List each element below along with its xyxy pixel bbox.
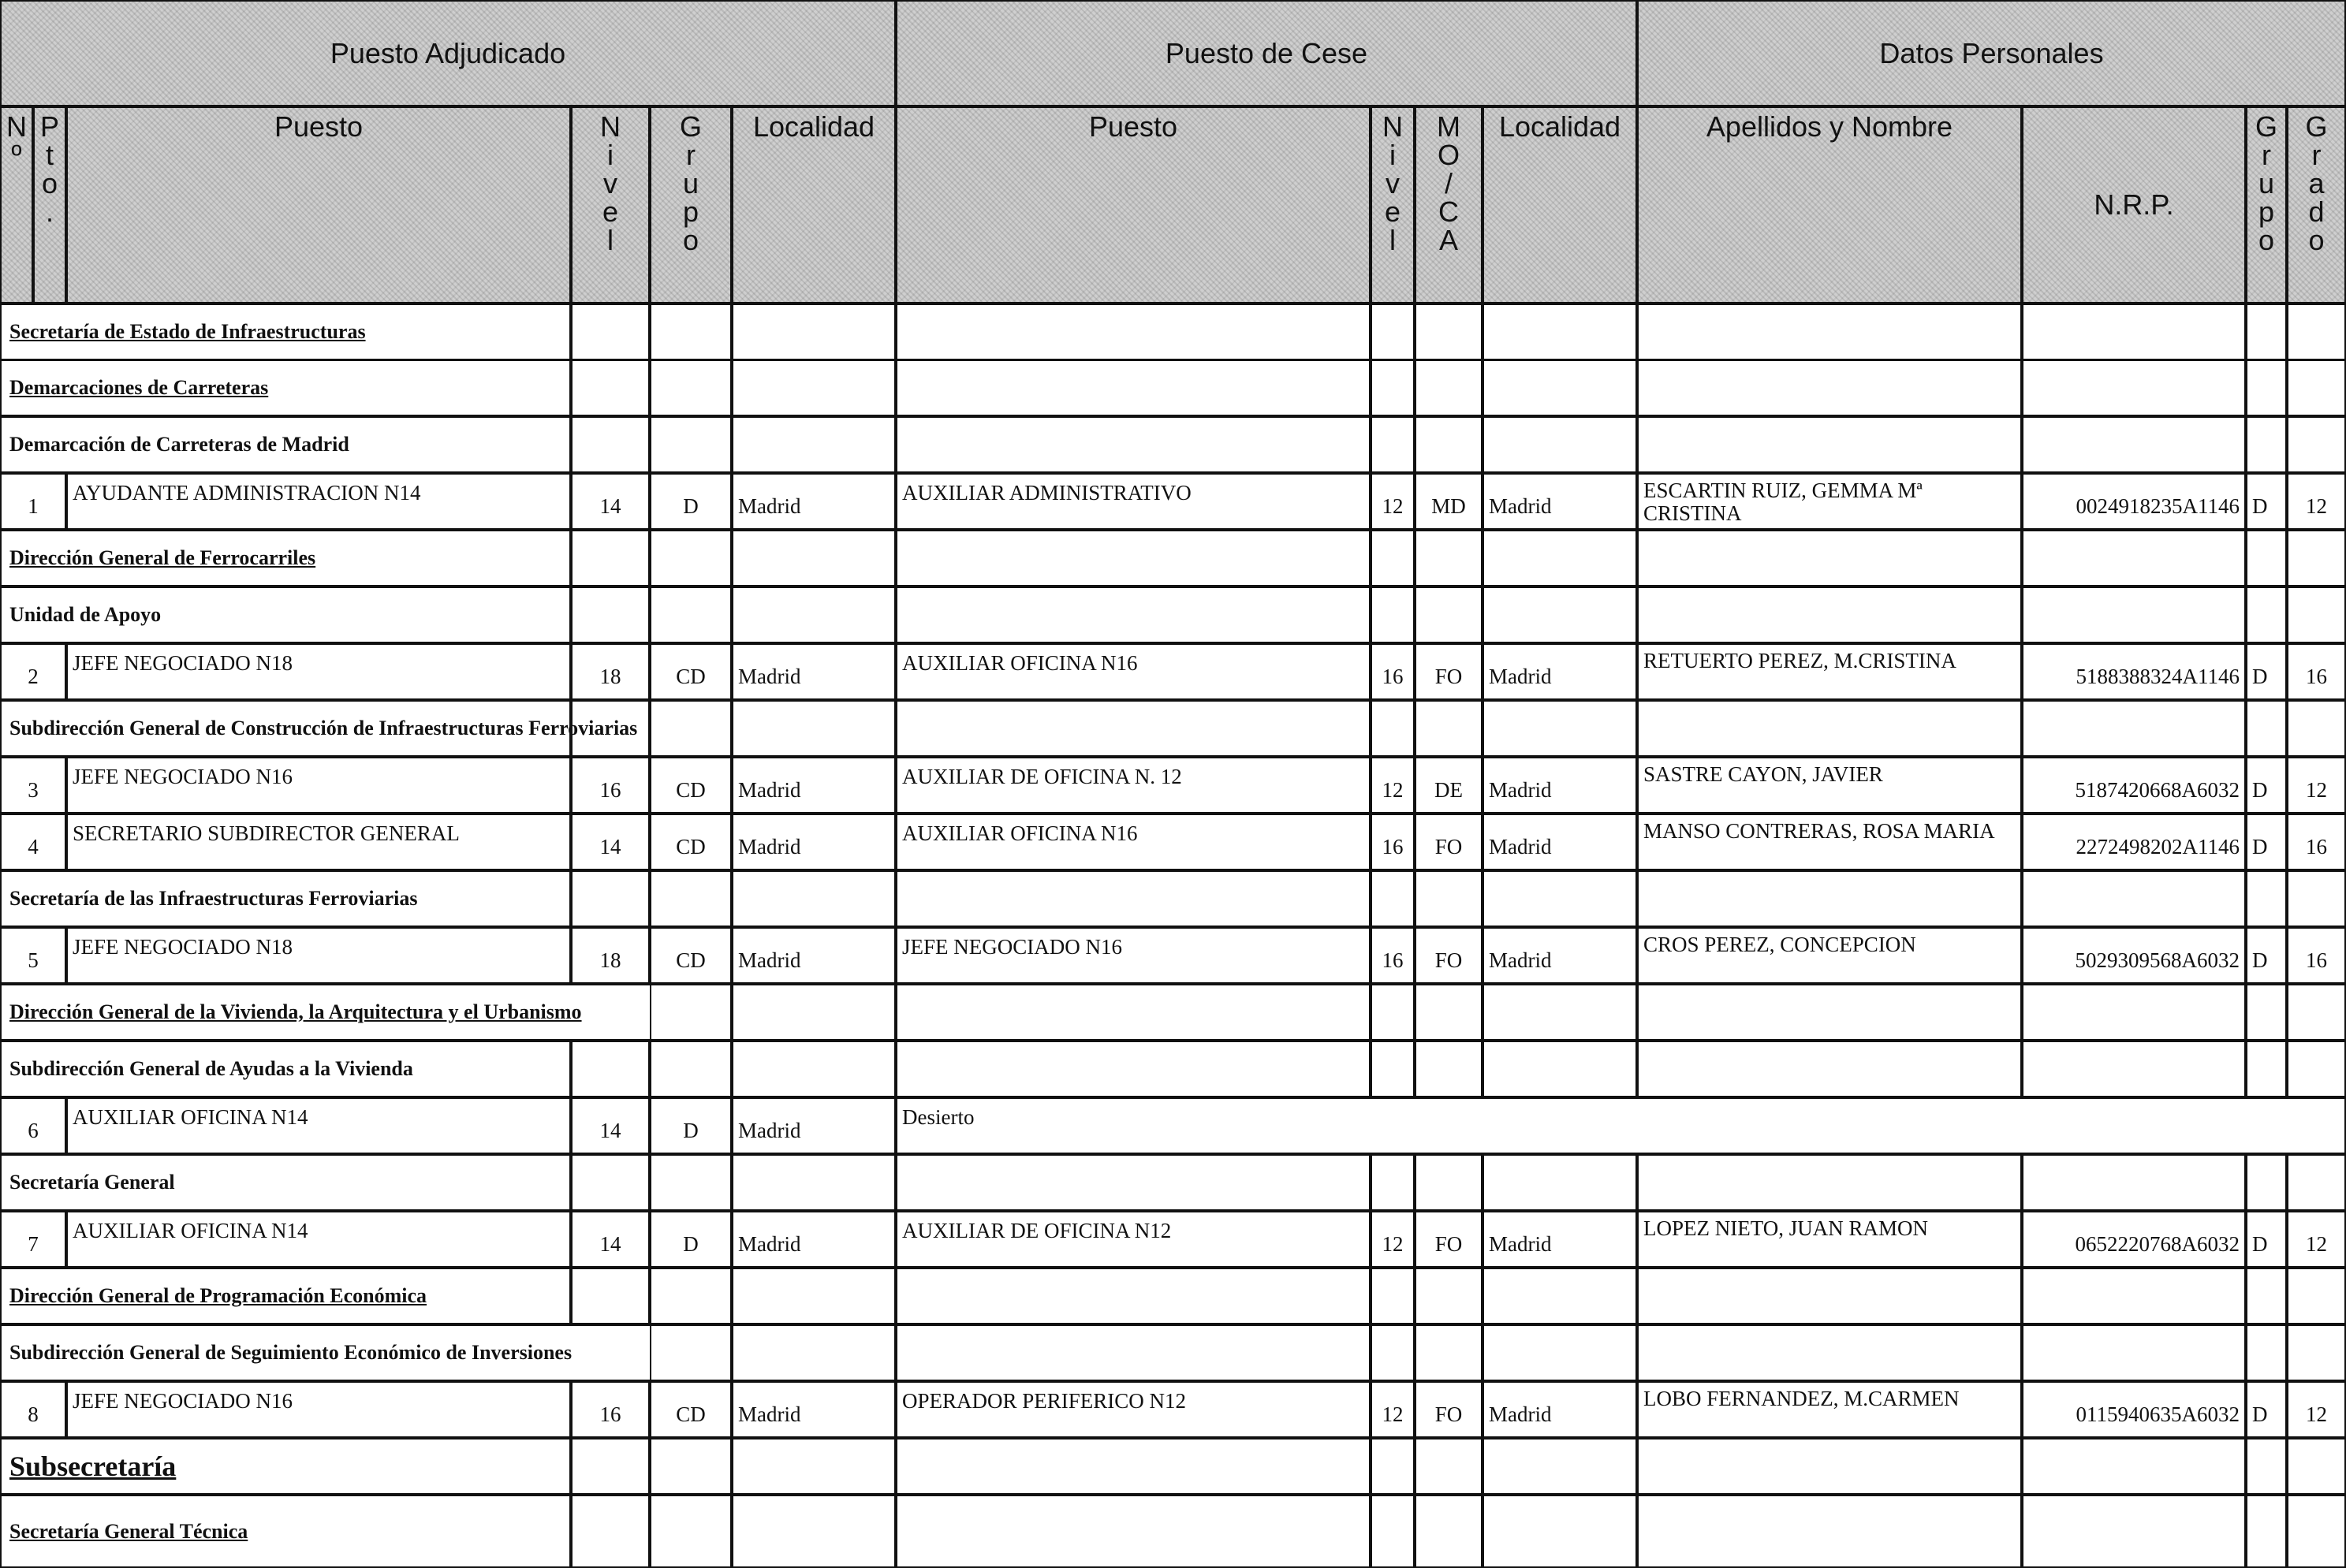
empty-cell	[896, 1438, 1371, 1495]
cell-grupo: D	[650, 473, 732, 530]
cell-nombre: MANSO CONTRERAS, ROSA MARIA	[1637, 814, 2022, 870]
empty-cell	[1415, 530, 1483, 587]
empty-cell	[1371, 416, 1415, 473]
empty-cell	[1415, 700, 1483, 757]
empty-cell	[1415, 1041, 1483, 1097]
cell-cese-puesto: AUXILIAR DE OFICINA N. 12	[896, 757, 1371, 814]
empty-cell	[571, 1268, 650, 1324]
empty-cell	[2287, 1154, 2346, 1211]
empty-cell	[1637, 359, 2022, 416]
empty-cell	[1483, 1154, 1637, 1211]
empty-cell	[2246, 700, 2287, 757]
cell-grupo: CD	[650, 757, 732, 814]
cell-moca: FO	[1415, 1211, 1483, 1268]
col-cese-localidad: Localidad	[1483, 106, 1637, 304]
cell-localidad: Madrid	[732, 1211, 896, 1268]
cell-moca: FO	[1415, 643, 1483, 700]
empty-cell	[650, 1495, 732, 1568]
section-heading: Demarcación de Carreteras de Madrid	[0, 416, 571, 473]
section-heading: Subsecretaría	[0, 1438, 571, 1495]
cell-n: 2	[0, 643, 66, 700]
empty-cell	[1483, 1268, 1637, 1324]
empty-cell	[896, 870, 1371, 927]
empty-cell	[2246, 1268, 2287, 1324]
cell-nrp: 5187420668A6032	[2022, 757, 2246, 814]
empty-cell	[2022, 870, 2246, 927]
empty-cell	[1637, 1268, 2022, 1324]
empty-cell	[2246, 304, 2287, 360]
section-heading: Secretaría de Estado de Infraestructuras	[0, 304, 571, 360]
empty-cell	[2246, 1041, 2287, 1097]
empty-cell	[896, 1041, 1371, 1097]
empty-cell	[1371, 530, 1415, 587]
cell-cese-puesto: AUXILIAR OFICINA N16	[896, 814, 1371, 870]
cell-puesto: JEFE NEGOCIADO N16	[66, 757, 571, 814]
cell-cese-puesto: AUXILIAR OFICINA N16	[896, 643, 1371, 700]
cell-nivel: 16	[571, 757, 650, 814]
cell-nrp: 5188388324A1146	[2022, 643, 2246, 700]
section-heading: Subdirección General de Seguimiento Económico de Inversiones	[0, 1324, 651, 1381]
empty-cell	[732, 304, 896, 360]
empty-cell	[732, 359, 896, 416]
empty-cell	[1483, 587, 1637, 643]
cell-cese-nivel: 16	[1371, 927, 1415, 984]
cell-cese-puesto: AUXILIAR ADMINISTRATIVO	[896, 473, 1371, 530]
col-pto: P t o .	[33, 106, 66, 304]
cell-localidad: Madrid	[732, 473, 896, 530]
empty-cell	[1371, 1268, 1415, 1324]
empty-cell	[732, 1154, 896, 1211]
empty-cell	[1415, 359, 1483, 416]
empty-cell	[2246, 1324, 2287, 1381]
empty-cell	[1371, 984, 1415, 1041]
empty-cell	[2287, 984, 2346, 1041]
empty-cell	[1371, 304, 1415, 360]
cell-puesto: AUXILIAR OFICINA N14	[66, 1097, 571, 1154]
empty-cell	[2287, 416, 2346, 473]
empty-cell	[896, 416, 1371, 473]
empty-cell	[896, 1495, 1371, 1568]
cell-nrp: 0115940635A6032	[2022, 1381, 2246, 1438]
empty-cell	[1637, 1041, 2022, 1097]
empty-cell	[2287, 700, 2346, 757]
empty-cell	[1415, 304, 1483, 360]
cell-puesto: JEFE NEGOCIADO N18	[66, 927, 571, 984]
empty-cell	[732, 700, 896, 757]
empty-cell	[571, 1154, 650, 1211]
empty-cell	[2022, 984, 2246, 1041]
empty-cell	[896, 1324, 1371, 1381]
empty-cell	[650, 1268, 732, 1324]
cell-grupo: CD	[650, 927, 732, 984]
col-cese-puesto: Puesto	[896, 106, 1371, 304]
cell-cese-puesto: AUXILIAR DE OFICINA N12	[896, 1211, 1371, 1268]
empty-cell	[1415, 1154, 1483, 1211]
section-heading: Subdirección General de Construcción de Infraestructuras Ferroviarias	[0, 700, 571, 757]
empty-cell	[1637, 304, 2022, 360]
cell-localidad: Madrid	[732, 927, 896, 984]
empty-cell	[571, 1438, 650, 1495]
col-apellidos: Apellidos y Nombre	[1637, 106, 2022, 304]
cell-n: 5	[0, 927, 66, 984]
cell-nrp: 5029309568A6032	[2022, 927, 2246, 984]
empty-cell	[732, 1041, 896, 1097]
section-heading: Demarcaciones de Carreteras	[0, 359, 571, 416]
cell-cese-localidad: Madrid	[1483, 643, 1637, 700]
cell-grupo: CD	[650, 814, 732, 870]
cell-localidad: Madrid	[732, 814, 896, 870]
empty-cell	[1371, 359, 1415, 416]
cell-grado: 16	[2287, 927, 2346, 984]
empty-cell	[2287, 870, 2346, 927]
empty-cell	[732, 530, 896, 587]
empty-cell	[650, 1324, 732, 1381]
cell-nombre: ESCARTIN RUIZ, GEMMA Mª CRISTINA	[1637, 473, 2022, 530]
cell-moca: FO	[1415, 927, 1483, 984]
empty-cell	[1415, 870, 1483, 927]
group-datos-personales: Datos Personales	[1637, 0, 2346, 106]
empty-cell	[2287, 587, 2346, 643]
empty-cell	[571, 587, 650, 643]
empty-cell	[2246, 984, 2287, 1041]
empty-cell	[2287, 359, 2346, 416]
empty-cell	[571, 700, 650, 757]
empty-cell	[732, 1324, 896, 1381]
empty-cell	[2246, 1438, 2287, 1495]
cell-n: 1	[0, 473, 66, 530]
cell-nrp: 0652220768A6032	[2022, 1211, 2246, 1268]
empty-cell	[2287, 1495, 2346, 1568]
empty-cell	[2246, 530, 2287, 587]
section-heading: Subdirección General de Ayudas a la Vivienda	[0, 1041, 571, 1097]
empty-cell	[1371, 587, 1415, 643]
cell-grado: 12	[2287, 1211, 2346, 1268]
cell-nivel: 18	[571, 927, 650, 984]
cell-grupo: CD	[650, 643, 732, 700]
empty-cell	[1637, 870, 2022, 927]
cell-cese-puesto-desierto: Desierto	[896, 1097, 2346, 1154]
empty-cell	[571, 1495, 650, 1568]
cell-grado: 12	[2287, 473, 2346, 530]
empty-cell	[1371, 1324, 1415, 1381]
empty-cell	[1637, 1154, 2022, 1211]
empty-cell	[1483, 984, 1637, 1041]
cell-grado: 16	[2287, 814, 2346, 870]
empty-cell	[1371, 1041, 1415, 1097]
group-puesto-adjudicado: Puesto Adjudicado	[0, 0, 896, 106]
empty-cell	[732, 587, 896, 643]
empty-cell	[1415, 984, 1483, 1041]
empty-cell	[1415, 587, 1483, 643]
cell-cese-localidad: Madrid	[1483, 927, 1637, 984]
cell-puesto: JEFE NEGOCIADO N16	[66, 1381, 571, 1438]
empty-cell	[650, 700, 732, 757]
empty-cell	[571, 359, 650, 416]
empty-cell	[650, 416, 732, 473]
empty-cell	[2022, 1324, 2246, 1381]
empty-cell	[1637, 530, 2022, 587]
cell-localidad: Madrid	[732, 643, 896, 700]
col-localidad: Localidad	[732, 106, 896, 304]
empty-cell	[1415, 1438, 1483, 1495]
cell-nivel: 14	[571, 1097, 650, 1154]
empty-cell	[2246, 587, 2287, 643]
cell-moca: MD	[1415, 473, 1483, 530]
cell-p-grupo: D	[2246, 1211, 2287, 1268]
cell-cese-nivel: 12	[1371, 1381, 1415, 1438]
col-no: N º	[0, 106, 33, 304]
col-moca: M O / C A	[1415, 106, 1483, 304]
empty-cell	[1483, 870, 1637, 927]
col-puesto: Puesto	[66, 106, 571, 304]
empty-cell	[732, 870, 896, 927]
empty-cell	[1415, 1324, 1483, 1381]
empty-cell	[2246, 870, 2287, 927]
empty-cell	[650, 530, 732, 587]
cell-p-grupo: D	[2246, 1381, 2287, 1438]
empty-cell	[1637, 1495, 2022, 1568]
empty-cell	[2022, 1268, 2246, 1324]
empty-cell	[896, 1268, 1371, 1324]
empty-cell	[650, 984, 732, 1041]
section-heading: Unidad de Apoyo	[0, 587, 571, 643]
empty-cell	[571, 416, 650, 473]
empty-cell	[1483, 530, 1637, 587]
empty-cell	[896, 587, 1371, 643]
empty-cell	[1483, 416, 1637, 473]
empty-cell	[2287, 304, 2346, 360]
cell-grupo: D	[650, 1097, 732, 1154]
cell-cese-localidad: Madrid	[1483, 1381, 1637, 1438]
cell-nivel: 14	[571, 473, 650, 530]
empty-cell	[2287, 1438, 2346, 1495]
cell-moca: FO	[1415, 814, 1483, 870]
empty-cell	[1637, 700, 2022, 757]
empty-cell	[2022, 1154, 2246, 1211]
empty-cell	[732, 984, 896, 1041]
empty-cell	[1415, 416, 1483, 473]
section-heading: Secretaría General	[0, 1154, 571, 1211]
cell-nivel: 14	[571, 814, 650, 870]
empty-cell	[2022, 1041, 2246, 1097]
cell-cese-localidad: Madrid	[1483, 473, 1637, 530]
empty-cell	[2022, 1438, 2246, 1495]
cell-nombre: LOPEZ NIETO, JUAN RAMON	[1637, 1211, 2022, 1268]
empty-cell	[1371, 700, 1415, 757]
cell-cese-nivel: 16	[1371, 814, 1415, 870]
cell-cese-localidad: Madrid	[1483, 814, 1637, 870]
empty-cell	[896, 700, 1371, 757]
cell-moca: FO	[1415, 1381, 1483, 1438]
empty-cell	[1483, 1041, 1637, 1097]
empty-cell	[1371, 870, 1415, 927]
cell-cese-nivel: 16	[1371, 643, 1415, 700]
cell-cese-puesto: OPERADOR PERIFERICO N12	[896, 1381, 1371, 1438]
cell-p-grupo: D	[2246, 927, 2287, 984]
cell-nivel: 14	[571, 1211, 650, 1268]
cell-n: 7	[0, 1211, 66, 1268]
empty-cell	[1415, 1268, 1483, 1324]
cell-cese-puesto: JEFE NEGOCIADO N16	[896, 927, 1371, 984]
empty-cell	[2022, 304, 2246, 360]
cell-nombre: CROS PEREZ, CONCEPCION	[1637, 927, 2022, 984]
empty-cell	[896, 1154, 1371, 1211]
empty-cell	[2022, 416, 2246, 473]
empty-cell	[2287, 1324, 2346, 1381]
empty-cell	[571, 530, 650, 587]
empty-cell	[1371, 1495, 1415, 1568]
cell-puesto: AUXILIAR OFICINA N14	[66, 1211, 571, 1268]
cell-localidad: Madrid	[732, 757, 896, 814]
empty-cell	[650, 1438, 732, 1495]
empty-cell	[732, 416, 896, 473]
cell-cese-localidad: Madrid	[1483, 1211, 1637, 1268]
empty-cell	[2022, 530, 2246, 587]
cell-grupo: D	[650, 1211, 732, 1268]
cell-n: 4	[0, 814, 66, 870]
empty-cell	[2287, 530, 2346, 587]
cell-cese-localidad: Madrid	[1483, 757, 1637, 814]
col-grado: G r a d o	[2287, 106, 2346, 304]
section-heading: Dirección General de Ferrocarriles	[0, 530, 571, 587]
empty-cell	[732, 1438, 896, 1495]
cell-p-grupo: D	[2246, 643, 2287, 700]
empty-cell	[650, 1154, 732, 1211]
cell-localidad: Madrid	[732, 1097, 896, 1154]
empty-cell	[1483, 1495, 1637, 1568]
empty-cell	[571, 870, 650, 927]
empty-cell	[650, 870, 732, 927]
col-cese-nivel: N i v e l	[1371, 106, 1415, 304]
empty-cell	[2287, 1041, 2346, 1097]
col-nivel: N i v e l	[571, 106, 650, 304]
empty-cell	[1483, 359, 1637, 416]
empty-cell	[1483, 1324, 1637, 1381]
empty-cell	[1637, 416, 2022, 473]
cell-grupo: CD	[650, 1381, 732, 1438]
cell-n: 6	[0, 1097, 66, 1154]
empty-cell	[2246, 416, 2287, 473]
empty-cell	[2246, 1154, 2287, 1211]
cell-cese-nivel: 12	[1371, 757, 1415, 814]
empty-cell	[1637, 1438, 2022, 1495]
cell-nrp: 0024918235A1146	[2022, 473, 2246, 530]
cell-cese-nivel: 12	[1371, 473, 1415, 530]
cell-puesto: JEFE NEGOCIADO N18	[66, 643, 571, 700]
col-grupo: G r u p o	[650, 106, 732, 304]
cell-grado: 12	[2287, 757, 2346, 814]
empty-cell	[2287, 1268, 2346, 1324]
empty-cell	[1415, 1495, 1483, 1568]
cell-p-grupo: D	[2246, 814, 2287, 870]
cell-puesto: AYUDANTE ADMINISTRACION N14	[66, 473, 571, 530]
empty-cell	[896, 304, 1371, 360]
empty-cell	[650, 304, 732, 360]
empty-cell	[1637, 587, 2022, 643]
empty-cell	[571, 1041, 650, 1097]
cell-n: 3	[0, 757, 66, 814]
empty-cell	[896, 359, 1371, 416]
empty-cell	[1483, 1438, 1637, 1495]
empty-cell	[650, 1041, 732, 1097]
cell-nombre: RETUERTO PEREZ, M.CRISTINA	[1637, 643, 2022, 700]
empty-cell	[1637, 984, 2022, 1041]
empty-cell	[732, 1495, 896, 1568]
empty-cell	[2246, 359, 2287, 416]
empty-cell	[732, 1268, 896, 1324]
cell-grado: 12	[2287, 1381, 2346, 1438]
empty-cell	[896, 984, 1371, 1041]
cell-nivel: 16	[571, 1381, 650, 1438]
empty-cell	[571, 304, 650, 360]
empty-cell	[1637, 1324, 2022, 1381]
cell-cese-nivel: 12	[1371, 1211, 1415, 1268]
empty-cell	[1371, 1438, 1415, 1495]
empty-cell	[1483, 700, 1637, 757]
empty-cell	[896, 530, 1371, 587]
cell-nombre: LOBO FERNANDEZ, M.CARMEN	[1637, 1381, 2022, 1438]
section-heading: Secretaría General Técnica	[0, 1495, 571, 1568]
cell-grado: 16	[2287, 643, 2346, 700]
empty-cell	[2022, 587, 2246, 643]
cell-n: 8	[0, 1381, 66, 1438]
empty-cell	[2022, 700, 2246, 757]
cell-p-grupo: D	[2246, 757, 2287, 814]
section-heading: Dirección General de Programación Económica	[0, 1268, 571, 1324]
col-nrp: N.R.P.	[2022, 106, 2246, 304]
cell-moca: DE	[1415, 757, 1483, 814]
empty-cell	[2246, 1495, 2287, 1568]
cell-nrp: 2272498202A1146	[2022, 814, 2246, 870]
group-puesto-cese: Puesto de Cese	[896, 0, 1637, 106]
empty-cell	[2022, 1495, 2246, 1568]
section-heading: Dirección General de la Vivienda, la Arquitectura y el Urbanismo	[0, 984, 651, 1041]
cell-puesto: SECRETARIO SUBDIRECTOR GENERAL	[66, 814, 571, 870]
empty-cell	[1483, 304, 1637, 360]
empty-cell	[650, 587, 732, 643]
section-heading: Secretaría de las Infraestructuras Ferroviarias	[0, 870, 571, 927]
cell-nombre: SASTRE CAYON, JAVIER	[1637, 757, 2022, 814]
empty-cell	[650, 359, 732, 416]
cell-localidad: Madrid	[732, 1381, 896, 1438]
empty-cell	[1371, 1154, 1415, 1211]
cell-nivel: 18	[571, 643, 650, 700]
empty-cell	[2022, 359, 2246, 416]
col-p-grupo: G r u p o	[2246, 106, 2287, 304]
cell-p-grupo: D	[2246, 473, 2287, 530]
